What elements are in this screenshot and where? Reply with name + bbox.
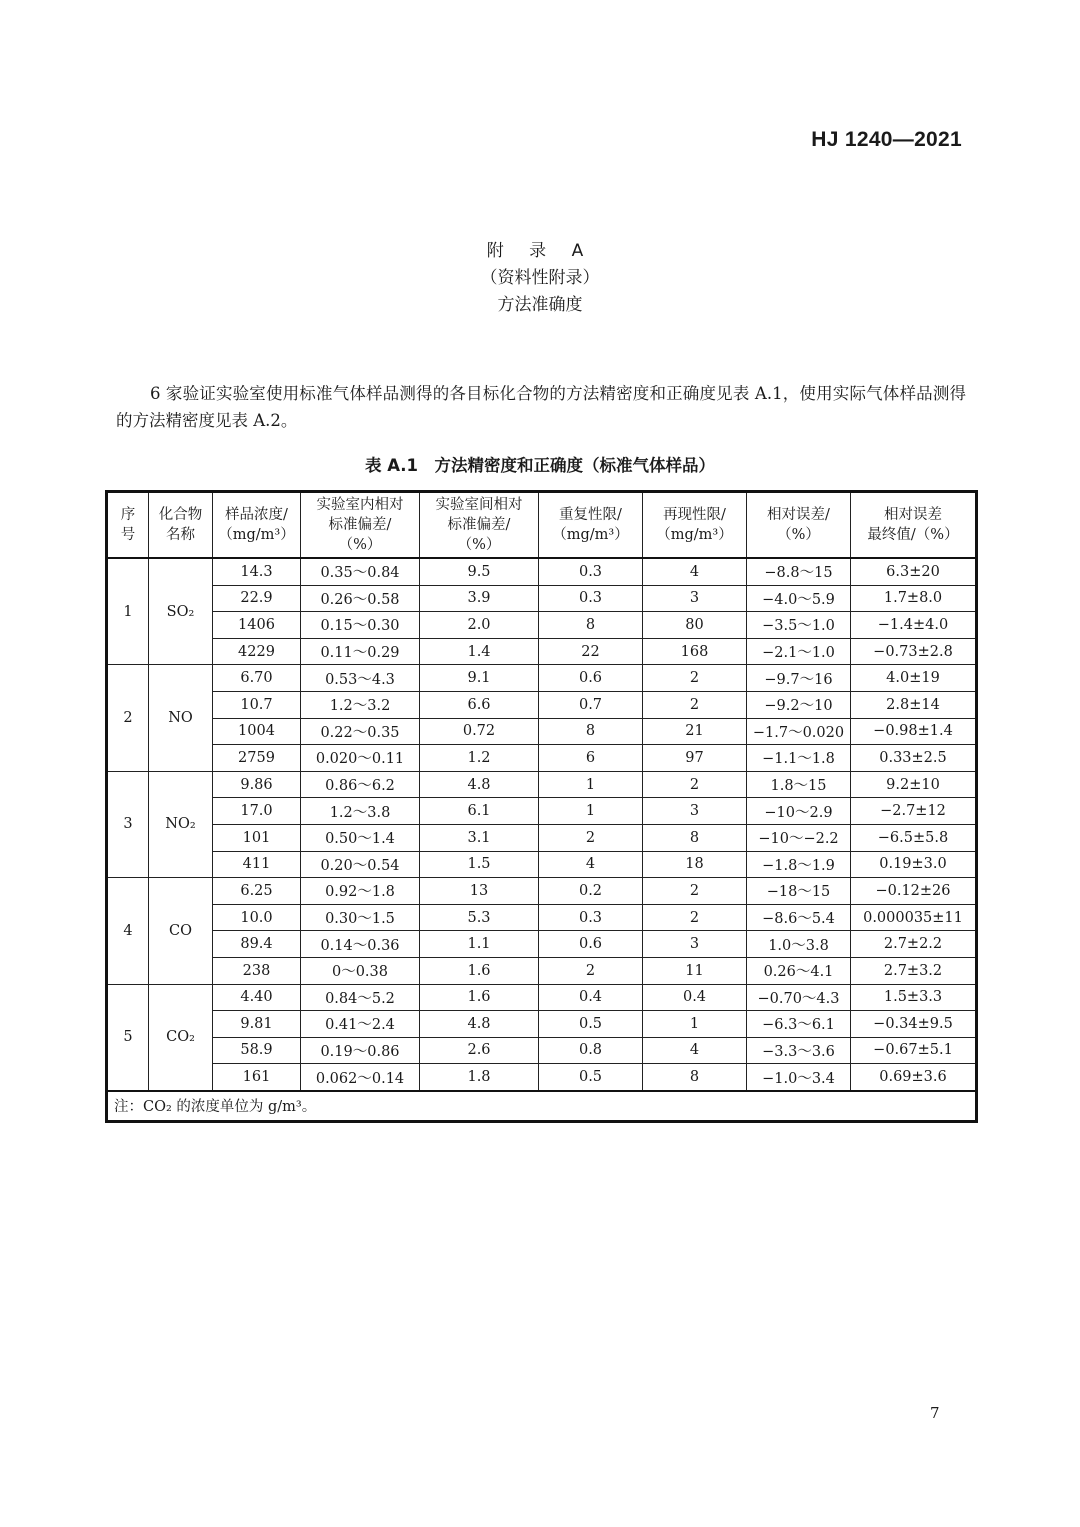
column-header bbox=[420, 492, 539, 559]
column-header bbox=[213, 492, 301, 559]
table-row bbox=[107, 665, 977, 692]
table-cell: 1 bbox=[539, 798, 643, 825]
table-cell: 4.40 bbox=[213, 984, 301, 1011]
table-cell: 4.0±19 bbox=[851, 665, 977, 692]
table-cell: 2 bbox=[539, 957, 643, 984]
table-cell: −9.2～10 bbox=[747, 691, 851, 718]
table-cell: 0.3 bbox=[539, 585, 643, 612]
table-cell: 2 bbox=[643, 904, 747, 931]
table-cell: 8 bbox=[539, 612, 643, 639]
table-cell: −3.5～1.0 bbox=[747, 612, 851, 639]
table-cell: 9.81 bbox=[213, 1011, 301, 1038]
table-cell: 17.0 bbox=[213, 798, 301, 825]
table-cell: 0.86～6.2 bbox=[301, 771, 420, 798]
table-row bbox=[107, 558, 977, 585]
table-cell: 22 bbox=[539, 638, 643, 665]
table-cell: 9.1 bbox=[420, 665, 539, 692]
table-cell: 1406 bbox=[213, 612, 301, 639]
column-header bbox=[539, 492, 643, 559]
column-header-line: （mg/m³） bbox=[656, 527, 733, 543]
table-cell: 6.70 bbox=[213, 665, 301, 692]
table-cell: 0.4 bbox=[539, 984, 643, 1011]
compound-name-cell: SO₂ bbox=[149, 558, 213, 665]
compound-name-cell: NO₂ bbox=[149, 771, 213, 877]
table-row bbox=[107, 904, 977, 931]
appendix-heading bbox=[0, 238, 1080, 319]
table-cell: 5.3 bbox=[420, 904, 539, 931]
table-body bbox=[107, 558, 977, 1091]
table-cell: 2.7±3.2 bbox=[851, 957, 977, 984]
table-cell: −1.8～1.9 bbox=[747, 851, 851, 878]
table-row bbox=[107, 798, 977, 825]
column-header bbox=[301, 492, 420, 559]
column-header-line: 序 bbox=[120, 507, 136, 523]
table-row bbox=[107, 718, 977, 745]
table-cell: 2.8±14 bbox=[851, 691, 977, 718]
table-row bbox=[107, 612, 977, 639]
column-header-line: （%） bbox=[457, 537, 501, 553]
column-header-line: 标准偏差/ bbox=[447, 517, 511, 533]
column-header bbox=[747, 492, 851, 559]
table-cell: 11 bbox=[643, 957, 747, 984]
column-header bbox=[107, 492, 149, 559]
appendix-title: 附 录 A bbox=[486, 241, 594, 261]
group-number-cell: 5 bbox=[107, 984, 149, 1091]
table-cell: 4.8 bbox=[420, 1011, 539, 1038]
column-header-line: （%） bbox=[777, 527, 820, 543]
column-header-line: 号 bbox=[120, 527, 136, 543]
table-cell: 0.3 bbox=[539, 558, 643, 585]
table-cell: 0.8 bbox=[539, 1037, 643, 1064]
table-cell: 2.0 bbox=[420, 612, 539, 639]
table-cell: 1.1 bbox=[420, 931, 539, 958]
table-cell: 0.19±3.0 bbox=[851, 851, 977, 878]
table-cell: 2.6 bbox=[420, 1037, 539, 1064]
group-number-cell: 1 bbox=[107, 558, 149, 665]
table-cell: 4 bbox=[539, 851, 643, 878]
table-row bbox=[107, 745, 977, 772]
table-cell: −9.7～16 bbox=[747, 665, 851, 692]
table-row bbox=[107, 1037, 977, 1064]
table-cell: 3.9 bbox=[420, 585, 539, 612]
table-row bbox=[107, 585, 977, 612]
table-cell: −1.0～3.4 bbox=[747, 1064, 851, 1091]
table-cell: 0.15～0.30 bbox=[301, 612, 420, 639]
table-cell: −10～−2.2 bbox=[747, 824, 851, 851]
table-cell: 2 bbox=[643, 665, 747, 692]
column-header-line: 化合物 bbox=[158, 507, 203, 523]
table-cell: −2.1～1.0 bbox=[747, 638, 851, 665]
table-cell: 0.26～4.1 bbox=[747, 957, 851, 984]
table-cell: −0.34±9.5 bbox=[851, 1011, 977, 1038]
table-cell: 0.92～1.8 bbox=[301, 878, 420, 905]
column-header-line: 重复性限/ bbox=[559, 507, 622, 523]
table-cell: 0.11～0.29 bbox=[301, 638, 420, 665]
table-cell: −4.0～5.9 bbox=[747, 585, 851, 612]
table-header-row bbox=[107, 492, 977, 559]
precision-table-wrapper bbox=[105, 490, 975, 1123]
table-note-row bbox=[107, 1091, 977, 1122]
compound-name-cell: CO₂ bbox=[149, 984, 213, 1091]
column-header bbox=[851, 492, 977, 559]
table-cell: 168 bbox=[643, 638, 747, 665]
table-cell: 0.062～0.14 bbox=[301, 1064, 420, 1091]
column-header-line: 样品浓度/ bbox=[225, 507, 288, 523]
table-cell: 1004 bbox=[213, 718, 301, 745]
table-cell: −6.5±5.8 bbox=[851, 824, 977, 851]
column-header-line: 再现性限/ bbox=[663, 507, 726, 523]
table-cell: −2.7±12 bbox=[851, 798, 977, 825]
table-cell: 2 bbox=[643, 878, 747, 905]
table-cell: 4 bbox=[643, 558, 747, 585]
standard-code: HJ 1240—2021 bbox=[811, 128, 962, 151]
table-cell: 8 bbox=[539, 718, 643, 745]
table-cell: 0.35～0.84 bbox=[301, 558, 420, 585]
table-cell: 1.5 bbox=[420, 851, 539, 878]
table-row bbox=[107, 638, 977, 665]
column-header-line: 相对误差 bbox=[884, 507, 942, 523]
table-cell: 1.6 bbox=[420, 957, 539, 984]
table-cell: −8.6～5.4 bbox=[747, 904, 851, 931]
table-cell: 0.020～0.11 bbox=[301, 745, 420, 772]
group-number-cell: 2 bbox=[107, 665, 149, 771]
table-cell: 58.9 bbox=[213, 1037, 301, 1064]
table-cell: 0.50～1.4 bbox=[301, 824, 420, 851]
table-row bbox=[107, 878, 977, 905]
table-note: 注：CO₂ 的浓度单位为 g/m³。 bbox=[107, 1091, 977, 1122]
table-cell: 3 bbox=[643, 931, 747, 958]
table-cell: 3 bbox=[643, 798, 747, 825]
compound-name-cell: CO bbox=[149, 878, 213, 984]
table-cell: 0.30～1.5 bbox=[301, 904, 420, 931]
table-cell: 21 bbox=[643, 718, 747, 745]
table-cell: −18～15 bbox=[747, 878, 851, 905]
table-row bbox=[107, 957, 977, 984]
column-header-line: 名称 bbox=[166, 527, 195, 543]
table-cell: 3 bbox=[643, 585, 747, 612]
table-cell: 97 bbox=[643, 745, 747, 772]
column-header-line: 相对误差/ bbox=[767, 507, 830, 523]
table-cell: 22.9 bbox=[213, 585, 301, 612]
table-cell: −0.67±5.1 bbox=[851, 1037, 977, 1064]
precision-table bbox=[105, 490, 978, 1123]
table-row bbox=[107, 824, 977, 851]
table-cell: 161 bbox=[213, 1064, 301, 1091]
column-header-line: 实验室内相对 bbox=[316, 497, 404, 513]
table-cell: −0.98±1.4 bbox=[851, 718, 977, 745]
table-row bbox=[107, 1064, 977, 1091]
table-cell: 6.25 bbox=[213, 878, 301, 905]
table-cell: −0.70～4.3 bbox=[747, 984, 851, 1011]
table-cell: 238 bbox=[213, 957, 301, 984]
table-cell: 411 bbox=[213, 851, 301, 878]
table-cell: 0.22～0.35 bbox=[301, 718, 420, 745]
table-row bbox=[107, 771, 977, 798]
table-cell: 3.1 bbox=[420, 824, 539, 851]
table-cell: 0.4 bbox=[643, 984, 747, 1011]
table-cell: −0.12±26 bbox=[851, 878, 977, 905]
table-cell: 10.0 bbox=[213, 904, 301, 931]
table-cell: 6 bbox=[539, 745, 643, 772]
page-number: 7 bbox=[930, 1404, 940, 1422]
table-cell: 2 bbox=[643, 691, 747, 718]
table-cell: 1.0～3.8 bbox=[747, 931, 851, 958]
table-cell: 1 bbox=[539, 771, 643, 798]
table-caption: 表 A.1 方法精密度和正确度（标准气体样品） bbox=[364, 456, 716, 475]
table-row bbox=[107, 1011, 977, 1038]
table-cell: 0.2 bbox=[539, 878, 643, 905]
table-cell: 0.5 bbox=[539, 1064, 643, 1091]
table-cell: 4.8 bbox=[420, 771, 539, 798]
table-cell: 0.26～0.58 bbox=[301, 585, 420, 612]
table-cell: 0.19～0.86 bbox=[301, 1037, 420, 1064]
table-cell: −1.7～0.020 bbox=[747, 718, 851, 745]
table-cell: 6.3±20 bbox=[851, 558, 977, 585]
table-cell: 0～0.38 bbox=[301, 957, 420, 984]
column-header-line: （mg/m³） bbox=[218, 527, 295, 543]
table-cell: 2 bbox=[643, 771, 747, 798]
table-cell: 0.53～4.3 bbox=[301, 665, 420, 692]
table-cell: 1.2～3.2 bbox=[301, 691, 420, 718]
table-cell: 1.2～3.8 bbox=[301, 798, 420, 825]
table-cell: 1.5±3.3 bbox=[851, 984, 977, 1011]
table-cell: 0.000035±11 bbox=[851, 904, 977, 931]
column-header-line: 标准偏差/ bbox=[328, 517, 392, 533]
table-cell: 0.6 bbox=[539, 665, 643, 692]
table-row bbox=[107, 851, 977, 878]
table-cell: 10.7 bbox=[213, 691, 301, 718]
table-cell: 1.2 bbox=[420, 745, 539, 772]
table-cell: 0.84～5.2 bbox=[301, 984, 420, 1011]
table-cell: −8.8～15 bbox=[747, 558, 851, 585]
column-header-line: 最终值/（%） bbox=[867, 527, 959, 543]
appendix-subtitle: （资料性附录） bbox=[480, 268, 600, 288]
table-cell: 0.20～0.54 bbox=[301, 851, 420, 878]
table-cell: 80 bbox=[643, 612, 747, 639]
table-cell: 4 bbox=[643, 1037, 747, 1064]
table-cell: 2 bbox=[539, 824, 643, 851]
table-row bbox=[107, 931, 977, 958]
table-cell: −6.3～6.1 bbox=[747, 1011, 851, 1038]
table-cell: 2.7±2.2 bbox=[851, 931, 977, 958]
table-cell: 0.72 bbox=[420, 718, 539, 745]
compound-name-cell: NO bbox=[149, 665, 213, 771]
table-cell: 14.3 bbox=[213, 558, 301, 585]
table-cell: 2759 bbox=[213, 745, 301, 772]
column-header-line: 实验室间相对 bbox=[435, 497, 523, 513]
table-cell: 0.41～2.4 bbox=[301, 1011, 420, 1038]
table-cell: 1.4 bbox=[420, 638, 539, 665]
table-cell: 0.14～0.36 bbox=[301, 931, 420, 958]
column-header-line: （%） bbox=[338, 537, 382, 553]
table-cell: 0.69±3.6 bbox=[851, 1064, 977, 1091]
table-cell: 1.8～15 bbox=[747, 771, 851, 798]
table-cell: −3.3～3.6 bbox=[747, 1037, 851, 1064]
appendix-name: 方法准确度 bbox=[497, 295, 583, 315]
table-cell: −10～2.9 bbox=[747, 798, 851, 825]
group-number-cell: 4 bbox=[107, 878, 149, 984]
table-cell: 8 bbox=[643, 824, 747, 851]
table-cell: 9.2±10 bbox=[851, 771, 977, 798]
table-cell: 89.4 bbox=[213, 931, 301, 958]
table-cell: 13 bbox=[420, 878, 539, 905]
table-cell: 18 bbox=[643, 851, 747, 878]
table-cell: 101 bbox=[213, 824, 301, 851]
table-cell: 1.8 bbox=[420, 1064, 539, 1091]
table-cell: 0.7 bbox=[539, 691, 643, 718]
table-cell: 0.33±2.5 bbox=[851, 745, 977, 772]
table-cell: 8 bbox=[643, 1064, 747, 1091]
table-cell: 1 bbox=[643, 1011, 747, 1038]
table-cell: 6.6 bbox=[420, 691, 539, 718]
table-row bbox=[107, 984, 977, 1011]
table-cell: 4229 bbox=[213, 638, 301, 665]
table-cell: −1.1～1.8 bbox=[747, 745, 851, 772]
table-cell: 6.1 bbox=[420, 798, 539, 825]
table-cell: 1.7±8.0 bbox=[851, 585, 977, 612]
table-cell: −1.4±4.0 bbox=[851, 612, 977, 639]
column-header bbox=[149, 492, 213, 559]
table-cell: 0.3 bbox=[539, 904, 643, 931]
intro-paragraph: 6 家验证实验室使用标准气体样品测得的各目标化合物的方法精密度和正确度见表 A.1，使用实际气体样品测得的方法精密度见表 A.2。 bbox=[116, 384, 966, 430]
table-cell: 9.5 bbox=[420, 558, 539, 585]
table-row bbox=[107, 691, 977, 718]
table-cell: 0.5 bbox=[539, 1011, 643, 1038]
column-header-line: （mg/m³） bbox=[552, 527, 629, 543]
table-cell: 1.6 bbox=[420, 984, 539, 1011]
column-header bbox=[643, 492, 747, 559]
table-cell: 0.6 bbox=[539, 931, 643, 958]
table-cell: 9.86 bbox=[213, 771, 301, 798]
group-number-cell: 3 bbox=[107, 771, 149, 877]
table-cell: −0.73±2.8 bbox=[851, 638, 977, 665]
